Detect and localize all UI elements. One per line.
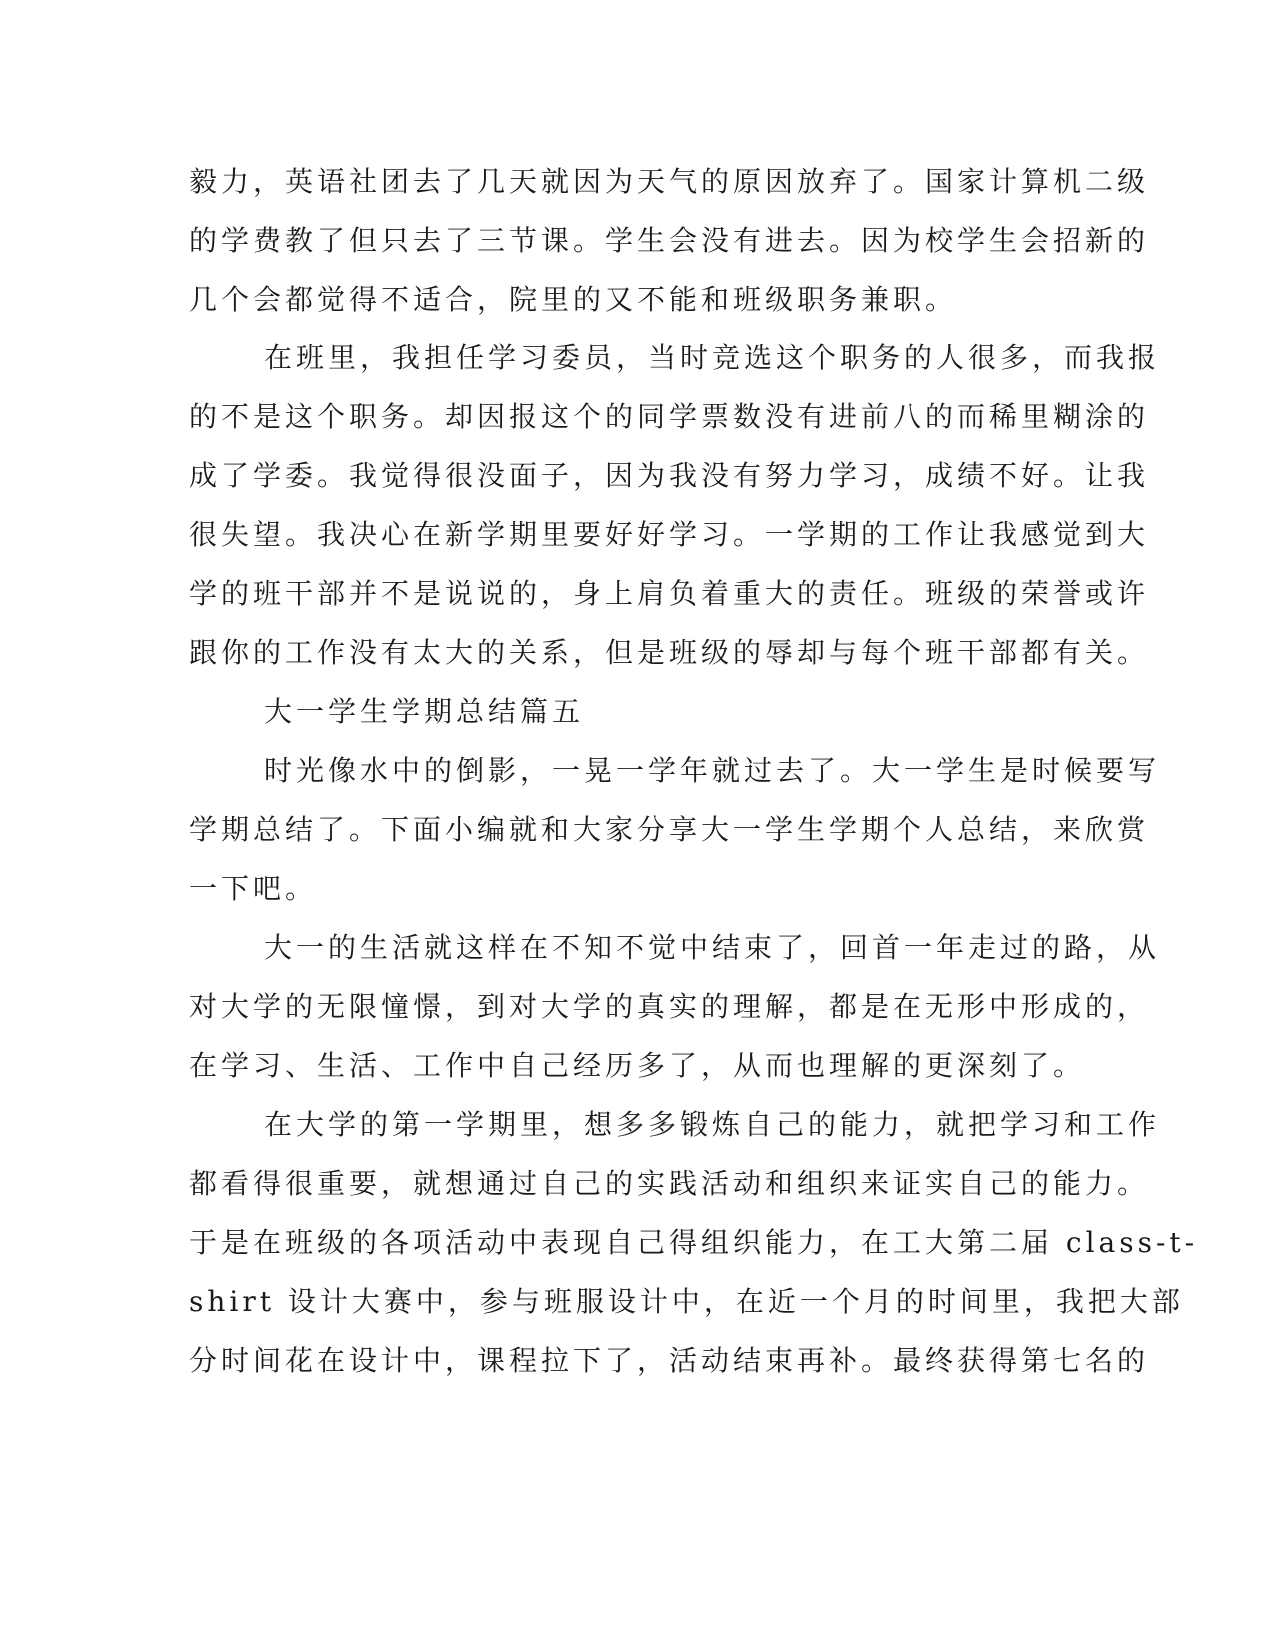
paragraph-first-line: 时光像水中的倒影，一晃一学年就过去了。大一学生是时候要写 [264, 754, 1161, 787]
text-line: 一下吧。 [189, 872, 318, 905]
paragraph-first-line: 在班里，我担任学习委员，当时竞选这个职务的人很多，而我报 [264, 341, 1161, 374]
text-line: 在学习、生活、工作中自己经历多了，从而也理解的更深刻了。 [189, 1049, 1086, 1082]
text-line: 学的班干部并不是说说的，身上肩负着重大的责任。班级的荣誉或许 [189, 577, 1150, 610]
section-heading: 大一学生学期总结篇五 [264, 695, 585, 728]
text-line: 毅力，英语社团去了几天就因为天气的原因放弃了。国家计算机二级 [189, 165, 1150, 198]
text-line: 成了学委。我觉得很没面子，因为我没有努力学习，成绩不好。让我 [189, 459, 1150, 492]
text-line: 分时间花在设计中，课程拉下了，活动结束再补。最终获得第七名的 [189, 1344, 1150, 1377]
text-line: 跟你的工作没有太大的关系，但是班级的辱却与每个班干部都有关。 [189, 636, 1150, 669]
paragraph-first-line: 在大学的第一学期里，想多多锻炼自己的能力，就把学习和工作 [264, 1108, 1161, 1141]
text-line: 很失望。我决心在新学期里要好好学习。一学期的工作让我感觉到大 [189, 518, 1150, 551]
text-line: 学期总结了。下面小编就和大家分享大一学生学期个人总结，来欣赏 [189, 813, 1150, 846]
text-line: 的学费教了但只去了三节课。学生会没有进去。因为校学生会招新的 [189, 224, 1150, 257]
text-line: 于是在班级的各项活动中表现自己得组织能力，在工大第二届 class-t- [189, 1226, 1199, 1259]
text-line: 都看得很重要，就想通过自己的实践活动和组织来证实自己的能力。 [189, 1167, 1150, 1200]
text-line: 的不是这个职务。却因报这个的同学票数没有进前八的而稀里糊涂的 [189, 400, 1150, 433]
text-line: 几个会都觉得不适合，院里的又不能和班级职务兼职。 [189, 283, 958, 316]
text-line: shirt 设计大赛中，参与班服设计中，在近一个月的时间里，我把大部 [189, 1285, 1184, 1318]
text-line: 对大学的无限憧憬，到对大学的真实的理解，都是在无形中形成的， [189, 990, 1150, 1023]
paragraph-first-line: 大一的生活就这样在不知不觉中结束了，回首一年走过的路，从 [264, 931, 1161, 964]
